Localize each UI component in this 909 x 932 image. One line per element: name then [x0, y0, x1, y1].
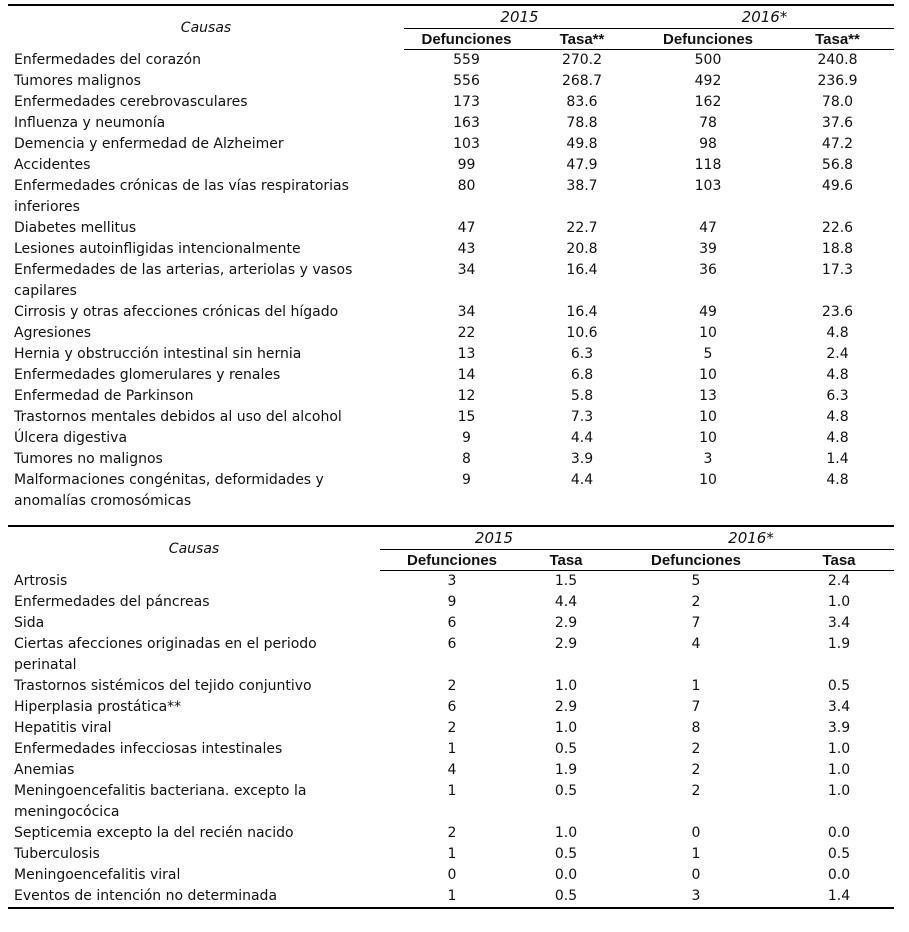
- cause-cell: Enfermedades cerebrovasculares: [14, 94, 248, 110]
- tasa-2015-cell: 7.3: [570, 409, 594, 425]
- defunciones-2016-cell: 10: [699, 472, 717, 488]
- cause-cell: Tumores malignos: [14, 73, 141, 89]
- defunciones-2015-cell: 9: [462, 472, 471, 488]
- table-row: [8, 613, 894, 634]
- defunciones-2016-cell: 47: [699, 220, 717, 236]
- tasa-2016-cell: 0.5: [827, 846, 851, 862]
- table-row: [8, 113, 894, 134]
- tasa-2016-cell: 49.6: [821, 178, 854, 194]
- tasa-2016-cell: 23.6: [821, 304, 854, 320]
- defunciones-2016-cell: 162: [694, 94, 722, 110]
- tasa-2016-cell: 4.8: [826, 409, 849, 425]
- defunciones-2016-cell: 2: [691, 594, 701, 610]
- defunciones-2016-header: Defunciones: [635, 29, 781, 50]
- defunciones-2015-cell: 3: [447, 573, 457, 589]
- tasa-2016-cell: 17.3: [821, 262, 854, 278]
- table-row: [8, 218, 894, 239]
- table-row: [8, 176, 894, 218]
- cause-cell: Diabetes mellitus: [14, 220, 137, 236]
- tasa-2016-header: Tasa**: [781, 29, 894, 50]
- table-row: [8, 739, 894, 760]
- defunciones-2016-cell: 10: [699, 430, 717, 446]
- cause-cell: Hernia y obstrucción intestinal sin hernia: [14, 346, 302, 362]
- tasa-2016-cell: 4.8: [826, 325, 849, 341]
- cause-cell: Artrosis: [14, 572, 68, 589]
- tasa-2016-cell: 1.9: [827, 636, 851, 652]
- cause-cell: Enfermedades infecciosas intestinales: [14, 741, 283, 757]
- cause-cell: Agresiones: [14, 325, 92, 341]
- defunciones-2016-cell: 0: [691, 825, 701, 841]
- tasa-2016-cell: 240.8: [817, 52, 858, 68]
- tasa-2016-cell: 4.8: [826, 367, 849, 383]
- defunciones-2015-cell: 4: [447, 762, 457, 778]
- table-row: [8, 760, 894, 781]
- table-row: [8, 449, 894, 470]
- table-row: [8, 886, 894, 908]
- defunciones-2015-cell: 2: [447, 825, 457, 841]
- cause-cell: Ciertas afecciones originadas en el periodo perinatal: [14, 636, 317, 673]
- defunciones-2016-cell: 103: [694, 178, 722, 194]
- table-row: [8, 365, 894, 386]
- defunciones-2015-cell: 9: [447, 594, 457, 610]
- cause-cell: Trastornos sistémicos del tejido conjuntivo: [14, 678, 312, 694]
- defunciones-2015-cell: 22: [457, 325, 476, 341]
- tasa-2016-cell: 0.0: [827, 867, 851, 883]
- tasa-2016-cell: 2.4: [827, 573, 851, 589]
- cause-cell: Tuberculosis: [14, 846, 100, 862]
- defunciones-2016-cell: 2: [691, 741, 701, 757]
- table-row: [8, 239, 894, 260]
- defunciones-2015-cell: 13: [457, 346, 476, 362]
- tasa-2016-cell: 3.4: [827, 699, 851, 715]
- tasa-2016-cell: 1.4: [826, 451, 849, 467]
- tasa-2015-cell: 270.2: [561, 52, 603, 68]
- defunciones-2016-cell: 10: [699, 409, 717, 425]
- cause-cell: Demencia y enfermedad de Alzheimer: [14, 136, 284, 152]
- tasa-2016-cell: 22.6: [821, 220, 854, 236]
- table-row: [8, 823, 894, 844]
- year-2016-header: 2016*: [608, 526, 894, 550]
- defunciones-2016-cell: 3: [691, 888, 701, 904]
- table-row: [8, 592, 894, 613]
- tasa-2015-cell: 6.8: [570, 367, 594, 383]
- cause-cell: Anemias: [14, 762, 75, 778]
- tasa-2015-cell: 4.4: [570, 430, 594, 446]
- mortality-table-secondary: [8, 525, 894, 909]
- table-row: [8, 718, 894, 739]
- defunciones-2016-cell: 8: [691, 720, 701, 736]
- defunciones-2016-cell: 3: [703, 451, 713, 467]
- cause-cell: Úlcera digestiva: [14, 430, 128, 446]
- tasa-2016-cell: 3.4: [827, 615, 851, 631]
- table-row: [8, 844, 894, 865]
- defunciones-2016-cell: 500: [694, 52, 722, 68]
- table2-body: [8, 571, 894, 909]
- tasa-2015-cell: 1.0: [554, 720, 578, 736]
- tasa-2016-cell: 6.3: [826, 388, 849, 404]
- tasa-2016-cell: 0.5: [827, 678, 851, 694]
- year-2015-header: 2015: [380, 526, 608, 550]
- tasa-2015-cell: 83.6: [566, 94, 598, 110]
- defunciones-2015-cell: 556: [453, 73, 480, 89]
- tasa-2016-cell: 1.0: [827, 741, 851, 757]
- cause-cell: Enfermedades crónicas de las vías respiratorias inferiores: [14, 178, 349, 215]
- table-row: [8, 323, 894, 344]
- table-row: [8, 428, 894, 449]
- tasa-2016-cell: 18.8: [821, 241, 854, 257]
- cause-cell: Lesiones autoinfligidas intencionalmente: [14, 241, 301, 257]
- tasa-2015-cell: 1.0: [554, 825, 578, 841]
- table-row: [8, 781, 894, 823]
- table-row: [8, 571, 894, 593]
- cause-cell: Enfermedades glomerulares y renales: [14, 367, 281, 383]
- table-row: [8, 260, 894, 302]
- cause-cell: Septicemia excepto la del recién nacido: [14, 825, 294, 841]
- table-row: [8, 134, 894, 155]
- defunciones-2015-cell: 1: [447, 888, 457, 904]
- defunciones-2015-cell: 2: [447, 720, 457, 736]
- tasa-2015-cell: 2.9: [554, 699, 578, 715]
- defunciones-2015-cell: 6: [447, 615, 457, 631]
- defunciones-2016-cell: 1: [691, 678, 701, 694]
- table1-body: [8, 50, 894, 513]
- tasa-2015-cell: 0.5: [554, 741, 578, 757]
- defunciones-2015-cell: 34: [457, 262, 476, 278]
- causas-header: Causas: [180, 19, 232, 36]
- tasa-2016-cell: 1.0: [827, 594, 851, 610]
- defunciones-2016-cell: 1: [691, 846, 701, 862]
- cause-cell: Hepatitis viral: [14, 720, 112, 736]
- table-row: [8, 71, 894, 92]
- tasa-2016-cell: 1.4: [827, 888, 851, 904]
- tasa-2016-cell: 1.0: [827, 762, 851, 778]
- tasa-2016-cell: 2.4: [826, 346, 849, 362]
- tasa-2016-header: Tasa: [784, 550, 894, 571]
- cause-cell: Meningoencefalitis viral: [14, 867, 181, 883]
- defunciones-2015-cell: 34: [457, 304, 476, 320]
- tasa-2015-cell: 2.9: [554, 636, 578, 652]
- cause-cell: Accidentes: [14, 157, 91, 173]
- table-row: [8, 470, 894, 512]
- table-row: [8, 50, 894, 72]
- cause-cell: Hiperplasia prostática**: [14, 699, 182, 715]
- defunciones-2015-cell: 163: [453, 115, 480, 131]
- tasa-2015-cell: 0.5: [554, 846, 578, 862]
- defunciones-2015-cell: 2: [447, 678, 457, 694]
- defunciones-2016-cell: 7: [691, 615, 701, 631]
- tasa-2015-cell: 20.8: [566, 241, 598, 257]
- cause-cell: Enfermedades de las arterias, arteriolas y vasos capilares: [14, 262, 353, 299]
- defunciones-2016-header: Defunciones: [608, 550, 784, 571]
- defunciones-2016-cell: 5: [691, 573, 701, 589]
- tasa-2015-cell: 268.7: [561, 73, 603, 89]
- defunciones-2016-cell: 36: [699, 262, 717, 278]
- mortality-table-main: [8, 4, 894, 512]
- defunciones-2015-cell: 173: [453, 94, 480, 110]
- cause-cell: Tumores no malignos: [14, 451, 163, 467]
- defunciones-2016-cell: 2: [691, 762, 701, 778]
- tasa-2016-cell: 37.6: [821, 115, 854, 131]
- cause-cell: Malformaciones congénitas, deformidades y anomalías cromosómicas: [14, 472, 324, 509]
- table-row: [8, 92, 894, 113]
- defunciones-2016-cell: 78: [699, 115, 717, 131]
- tasa-2016-cell: 1.0: [827, 783, 851, 799]
- defunciones-2015-cell: 1: [447, 741, 457, 757]
- table-row: [8, 386, 894, 407]
- tasa-2015-cell: 5.8: [570, 388, 594, 404]
- defunciones-2016-cell: 10: [699, 325, 717, 341]
- table-row: [8, 634, 894, 676]
- defunciones-2015-cell: 6: [447, 636, 457, 652]
- defunciones-2016-cell: 492: [694, 73, 722, 89]
- defunciones-2015-header: Defunciones: [404, 29, 529, 50]
- defunciones-2016-cell: 49: [699, 304, 717, 320]
- defunciones-2015-cell: 1: [447, 846, 457, 862]
- defunciones-2015-cell: 43: [457, 241, 476, 257]
- tasa-2016-cell: 0.0: [827, 825, 851, 841]
- cause-cell: Enfermedad de Parkinson: [14, 388, 194, 404]
- tasa-2016-cell: 3.9: [827, 720, 851, 736]
- tasa-2015-cell: 0.0: [554, 867, 578, 883]
- defunciones-2015-cell: 99: [457, 157, 476, 173]
- tasa-2015-cell: 2.9: [554, 615, 578, 631]
- cause-cell: Meningoencefalitis bacteriana. excepto la meningocócica: [14, 783, 307, 820]
- tasa-2015-cell: 1.0: [554, 678, 578, 694]
- defunciones-2016-cell: 2: [691, 783, 701, 799]
- cause-cell: Eventos de intención no determinada: [14, 888, 278, 904]
- year-2016-header: 2016*: [635, 5, 894, 29]
- cause-cell: Sida: [14, 615, 45, 631]
- tasa-2015-cell: 6.3: [570, 346, 594, 362]
- causas-header: Causas: [168, 540, 220, 557]
- defunciones-2015-cell: 559: [453, 52, 480, 68]
- tasa-2015-header: Tasa: [524, 550, 608, 571]
- defunciones-2015-cell: 9: [462, 430, 471, 446]
- tasa-2015-cell: 38.7: [566, 178, 598, 194]
- tasa-2016-cell: 47.2: [821, 136, 854, 152]
- tasa-2015-cell: 49.8: [566, 136, 598, 152]
- tasa-2015-header: Tasa**: [529, 29, 635, 50]
- table-row: [8, 155, 894, 176]
- table-row: [8, 344, 894, 365]
- table-row: [8, 407, 894, 428]
- defunciones-2015-cell: 8: [462, 451, 471, 467]
- tasa-2015-cell: 0.5: [554, 888, 578, 904]
- tasa-2015-cell: 4.4: [554, 594, 578, 610]
- defunciones-2016-cell: 7: [691, 699, 701, 715]
- defunciones-2015-cell: 15: [457, 409, 476, 425]
- tasa-2015-cell: 1.9: [554, 762, 578, 778]
- tasa-2015-cell: 16.4: [566, 304, 598, 320]
- defunciones-2015-cell: 0: [447, 867, 457, 883]
- tasa-2016-cell: 236.9: [817, 73, 858, 89]
- defunciones-2016-cell: 10: [699, 367, 717, 383]
- tasa-2016-cell: 4.8: [826, 472, 849, 488]
- cause-cell: Trastornos mentales debidos al uso del alcohol: [14, 409, 342, 425]
- year-2015-header: 2015: [404, 5, 635, 29]
- table-row: [8, 865, 894, 886]
- tasa-2015-cell: 47.9: [566, 157, 598, 173]
- defunciones-2015-cell: 6: [447, 699, 457, 715]
- tasa-2015-cell: 3.9: [570, 451, 594, 467]
- tasa-2015-cell: 78.8: [566, 115, 598, 131]
- table-row: [8, 697, 894, 718]
- defunciones-2015-cell: 103: [453, 136, 480, 152]
- defunciones-2015-cell: 47: [457, 220, 476, 236]
- defunciones-2015-cell: 1: [447, 783, 457, 799]
- cause-cell: Influenza y neumonía: [14, 115, 166, 131]
- tasa-2015-cell: 0.5: [554, 783, 578, 799]
- defunciones-2016-cell: 5: [703, 346, 713, 362]
- defunciones-2016-cell: 4: [691, 636, 701, 652]
- defunciones-2016-cell: 0: [691, 867, 701, 883]
- cause-cell: Cirrosis y otras afecciones crónicas del hígado: [14, 304, 339, 320]
- defunciones-2016-cell: 118: [694, 157, 722, 173]
- defunciones-2016-cell: 98: [699, 136, 717, 152]
- defunciones-2015-cell: 14: [457, 367, 476, 383]
- tasa-2015-cell: 10.6: [566, 325, 598, 341]
- defunciones-2015-cell: 12: [457, 388, 476, 404]
- cause-cell: Enfermedades del corazón: [14, 51, 201, 68]
- defunciones-2015-cell: 80: [457, 178, 476, 194]
- cause-cell: Enfermedades del páncreas: [14, 594, 210, 610]
- tasa-2016-cell: 56.8: [821, 157, 854, 173]
- table-row: [8, 676, 894, 697]
- tasa-2015-cell: 4.4: [570, 472, 594, 488]
- table-row: [8, 302, 894, 323]
- tasa-2016-cell: 78.0: [821, 94, 854, 110]
- tasa-2015-cell: 1.5: [554, 573, 578, 589]
- tasa-2016-cell: 4.8: [826, 430, 849, 446]
- defunciones-2015-header: Defunciones: [380, 550, 524, 571]
- tasa-2015-cell: 22.7: [566, 220, 598, 236]
- defunciones-2016-cell: 39: [699, 241, 717, 257]
- tasa-2015-cell: 16.4: [566, 262, 598, 278]
- defunciones-2016-cell: 13: [699, 388, 717, 404]
